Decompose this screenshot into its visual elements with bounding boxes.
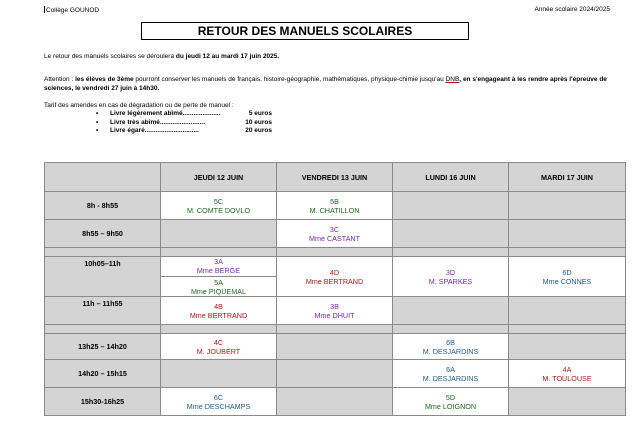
break-cell [161, 248, 277, 257]
time-slot: 11h – 11h55 [45, 297, 161, 325]
fee-item [96, 127, 272, 136]
teacher-name: Mme BERTRAND [305, 276, 364, 286]
empty-cell [393, 297, 509, 325]
slot-cell [277, 257, 393, 297]
fee-amount: 10 euros [245, 118, 272, 126]
time-slot: 10h05–11h [45, 257, 161, 297]
empty-cell [277, 388, 393, 416]
slot-cell [509, 257, 626, 297]
table-row [45, 192, 626, 220]
slot-cell [161, 192, 277, 220]
bullet-icon: • [96, 127, 99, 134]
intro-text: Le retour des manuels scolaires se déroulera [44, 53, 176, 60]
class-code: 3C [329, 224, 340, 234]
attention-paragraph [44, 75, 614, 93]
break-cell [277, 248, 393, 257]
school-year: Année scolaire 2024/2025 [534, 6, 610, 13]
teacher-name: M. SPARKES [428, 276, 473, 286]
slot-cell [393, 334, 509, 360]
class-code: 6A [446, 364, 455, 374]
teacher-name: M. JOUBERT [196, 346, 241, 356]
teacher-name: Mme BERTRAND [189, 310, 248, 320]
time-slot: 8h55 – 9h50 [45, 220, 161, 248]
break-row [45, 325, 626, 334]
school-label: Collège GOUNOD [46, 7, 100, 14]
teacher-name: Mme PIQUEMAL [190, 287, 247, 296]
bullet-icon: • [96, 118, 99, 126]
teacher-name: Mme DESCHAMPS [186, 401, 251, 411]
empty-cell [277, 360, 393, 388]
empty-cell [509, 297, 626, 325]
attention-return: , en s'engageant à les rendre après l'épreuve de sciences, le vendredi 27 juin à 14h30. [44, 76, 607, 92]
corner-cell [45, 163, 161, 192]
time-slot: 13h25 – 14h20 [45, 334, 161, 360]
teacher-name: M. DESJARDINS [422, 373, 479, 383]
class-code: 3B [330, 301, 339, 311]
fees-list [96, 110, 272, 136]
table-row [45, 334, 626, 360]
slot-cell [161, 257, 277, 297]
table-header-row [45, 163, 626, 192]
break-cell [393, 248, 509, 257]
fee-label: Livre égaré.............................. [110, 127, 199, 134]
bullet-icon: • [96, 110, 99, 117]
class-code: 4A [562, 364, 572, 374]
class-code: 4D [329, 267, 340, 277]
empty-cell [161, 220, 277, 248]
table-row [45, 297, 626, 325]
slot-cell [161, 388, 277, 416]
table-row [45, 220, 626, 248]
break-cell [45, 248, 161, 257]
school-name [44, 6, 99, 14]
break-row [45, 248, 626, 257]
page-title: RETOUR DES MANUELS SCOLAIRES [141, 22, 469, 40]
slot-cell [161, 297, 277, 325]
day-header: LUNDI 16 JUIN [393, 163, 509, 192]
class-code: 4B [214, 301, 223, 311]
empty-cell [509, 220, 626, 248]
slot-cell [393, 257, 509, 297]
class-code: 6B [446, 337, 455, 347]
teacher-name: Mme DHUIT [314, 310, 355, 320]
fee-amount: 20 euros [245, 127, 272, 134]
fee-item [96, 110, 272, 119]
teacher-label: M. COMTE DOVLO [186, 205, 251, 215]
cell-divider [161, 276, 276, 277]
break-cell [277, 325, 393, 334]
teacher-name: Mme CONNES [542, 276, 592, 286]
slot-cell [277, 220, 393, 248]
attention-students: les élèves de 3ème [75, 76, 134, 83]
day-header: VENDREDI 13 JUIN [277, 163, 393, 192]
slot-cell [509, 360, 626, 388]
teacher-name [161, 206, 276, 215]
slot-cell [393, 360, 509, 388]
class-code: 5C [213, 196, 224, 206]
slot-cell [277, 297, 393, 325]
time-slot: 14h20 – 15h15 [45, 360, 161, 388]
attention-prefix: Attention : [44, 76, 76, 83]
class-code: 5B [330, 196, 339, 206]
class-code: 6C [213, 392, 224, 402]
teacher-name: M. CHATILLON [309, 205, 360, 215]
fee-label: Livre très abîmé......................... [110, 118, 206, 126]
fees-intro: Tarif des amendes en cas de dégradation ou de perte de manuel : [44, 102, 234, 109]
teacher-name: Mme LOIGNON [424, 401, 477, 411]
teacher-name: M. DESJARDINS [422, 346, 479, 356]
break-cell [393, 325, 509, 334]
schedule-table [44, 162, 626, 416]
teacher-name: Mme BERGE [196, 266, 241, 275]
day-header: MARDI 17 JUIN [509, 163, 626, 192]
slot-cell [161, 334, 277, 360]
break-cell [509, 248, 626, 257]
class-code: 5D [445, 392, 456, 402]
teacher-name: Mme CASTANT [309, 233, 360, 243]
class-code: 4C [213, 337, 224, 347]
intro-paragraph [44, 52, 279, 61]
empty-cell [393, 220, 509, 248]
time-slot: 8h - 8h55 [45, 192, 161, 220]
class-code: 6D [562, 267, 572, 277]
class-code: 3D [445, 267, 456, 277]
slot-cell [277, 192, 393, 220]
fee-item [96, 119, 272, 128]
fee-amount: 5 euros [248, 110, 272, 117]
empty-cell [161, 360, 277, 388]
empty-cell [509, 334, 626, 360]
attention-subjects: pourront conserver les manuels de français, histoire-géographie, mathématiques, physique-chimie jusqu'au [133, 76, 446, 83]
intro-dates: du jeudi 12 au mardi 17 juin 2025. [175, 53, 280, 60]
break-cell [161, 325, 277, 334]
teacher-name: M. TOULOUSE [542, 373, 592, 383]
table-row [45, 388, 626, 416]
break-cell [45, 325, 161, 334]
attention-dnb: DNB [445, 76, 460, 83]
class-code: 5A [214, 278, 223, 287]
empty-cell [277, 334, 393, 360]
table-row [45, 360, 626, 388]
day-header: JEUDI 12 JUIN [161, 163, 277, 192]
empty-cell [509, 388, 626, 416]
time-slot: 15h30-16h25 [45, 388, 161, 416]
fee-label: Livre légèrement abîmé..................... [110, 110, 221, 117]
text-cursor [44, 6, 45, 13]
break-cell [509, 325, 626, 334]
slot-cell [393, 388, 509, 416]
table-row [45, 257, 626, 297]
empty-cell [393, 192, 509, 220]
empty-cell [509, 192, 626, 220]
class-code: 3A [214, 257, 223, 266]
